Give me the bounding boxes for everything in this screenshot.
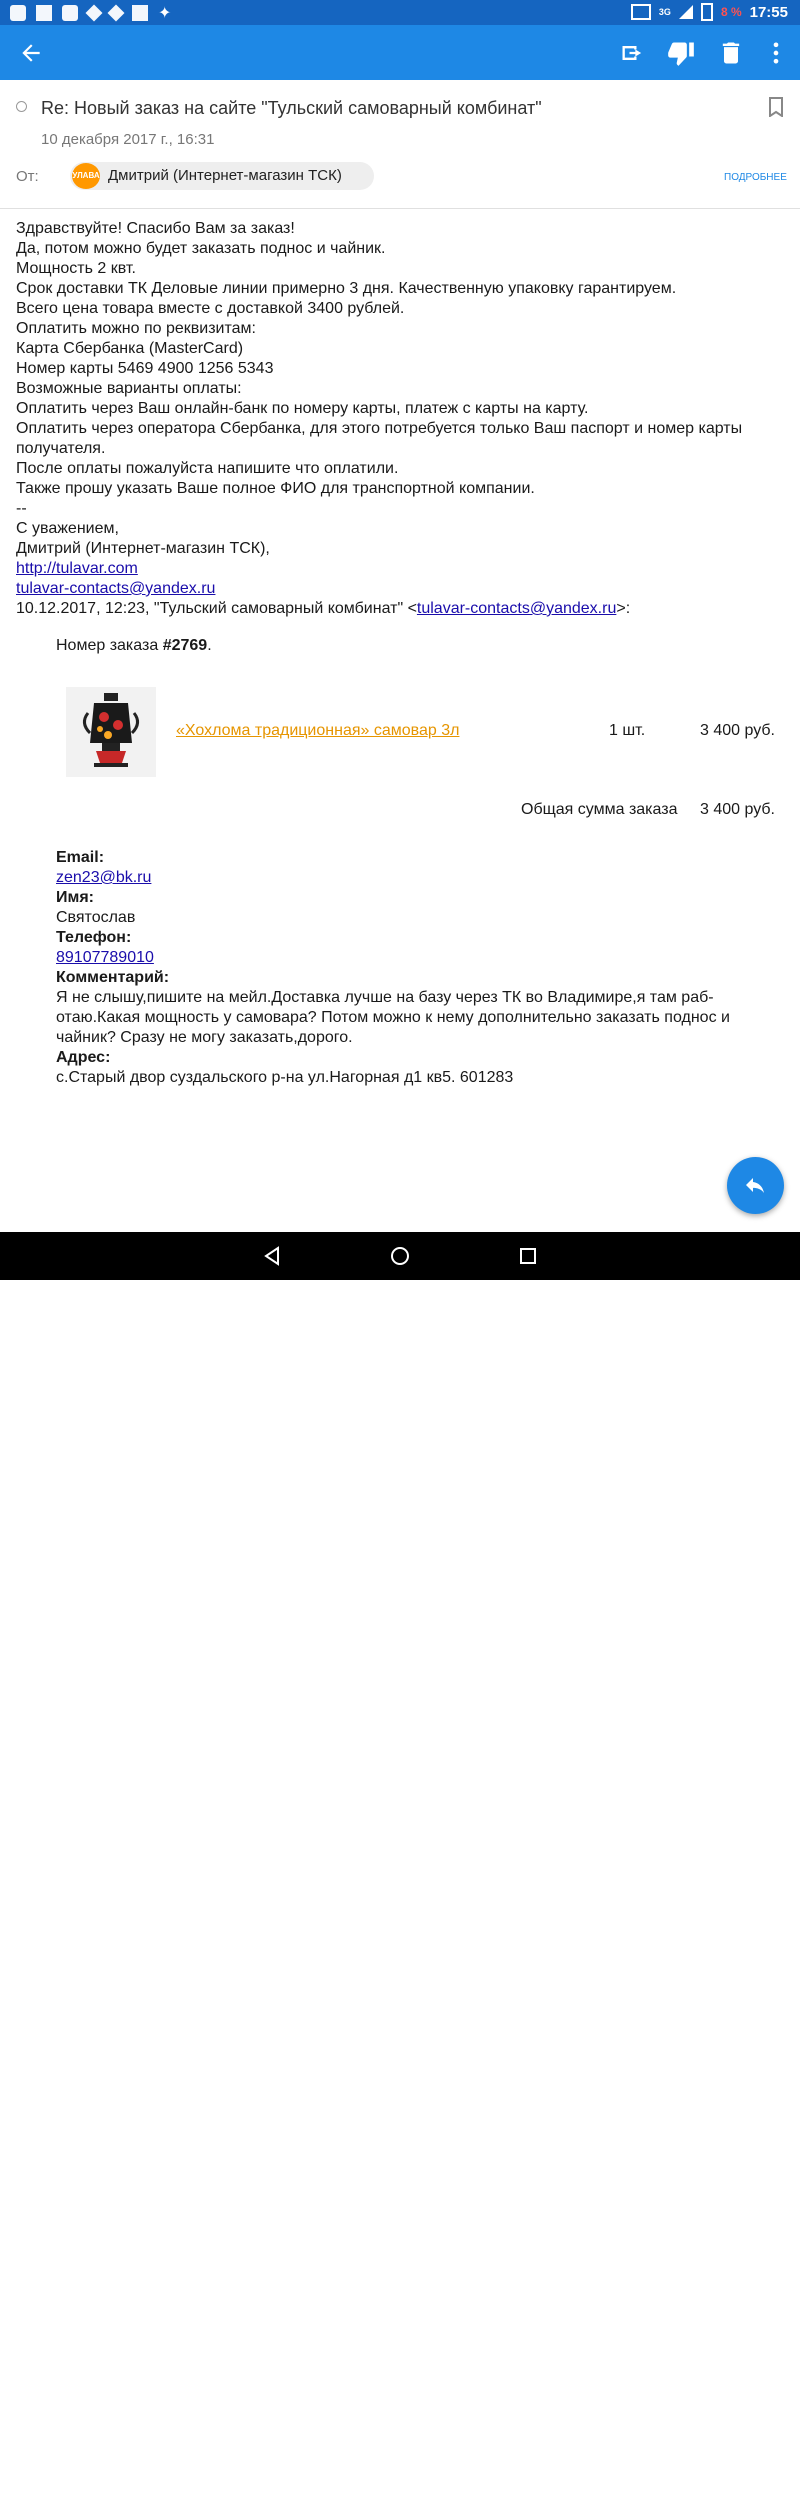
message-date: 10 декабря 2017 г., 16:31: [41, 131, 215, 148]
body-line: Карта Сбербанка (MasterCard): [16, 340, 244, 357]
reply-button[interactable]: [727, 1157, 784, 1214]
body-line: Дмитрий (Интернет-магазин ТСК),: [16, 540, 270, 557]
email-label: Email:: [56, 849, 105, 866]
square-icon: [132, 5, 148, 21]
site-link[interactable]: http://tulavar.com: [16, 560, 138, 577]
quote-email-link[interactable]: tulavar-contacts@yandex.ru: [416, 600, 617, 617]
cast-icon: [631, 4, 651, 20]
signal-icon: [679, 5, 693, 19]
pinwheel-icon: [108, 5, 125, 22]
recents-nav-icon[interactable]: [516, 1244, 540, 1268]
details-link[interactable]: ПОДРОБНЕЕ: [724, 172, 787, 183]
reply-icon: [743, 1173, 767, 1197]
body-line: Оплатить через Ваш онлайн-банк по номеру карты, платеж с карты на карту.: [16, 400, 589, 417]
phone-label: Телефон:: [56, 929, 132, 946]
body-line: Оплатить через оператора Сбербанка, для этого потребуется только Ваш паспорт и номер карты получателя.: [16, 420, 743, 457]
total-label: Общая сумма заказа: [521, 801, 678, 818]
home-nav-icon[interactable]: [388, 1244, 412, 1268]
status-time: 17:55: [749, 3, 788, 21]
comment-label: Комментарий:: [56, 969, 170, 986]
quote-suffix: >:: [616, 600, 631, 617]
pinwheel-icon: [86, 5, 103, 22]
body-line: После оплаты пожалуйста напишите что оплатили.: [16, 460, 399, 477]
network-type: 3G: [658, 7, 671, 17]
body-line: С уважением,: [16, 520, 119, 537]
order-dot: .: [207, 637, 212, 654]
body-line: Номер карты 5469 4900 1256 5343: [16, 360, 274, 377]
from-label: От:: [16, 168, 39, 185]
body-line: Оплатить можно по реквизитам:: [16, 320, 256, 337]
contact-email-link[interactable]: tulavar-contacts@yandex.ru: [16, 580, 216, 597]
order-number-line: [56, 637, 212, 655]
total-value: 3 400 руб.: [700, 801, 775, 818]
customer-info: [56, 848, 776, 1088]
mail-icon: [62, 5, 78, 21]
customer-phone-link[interactable]: 89107789010: [56, 949, 154, 966]
move-icon[interactable]: [619, 39, 647, 67]
product-image[interactable]: [66, 687, 156, 777]
body-line: Всего цена товара вместе с доставкой 3400 рублей.: [16, 300, 405, 317]
product-quantity: 1 шт.: [609, 722, 646, 739]
sender-avatar: УЛАВА: [72, 163, 100, 189]
status-bar: [0, 0, 800, 25]
back-nav-icon[interactable]: [260, 1244, 284, 1268]
battery-percent: 8 %: [720, 5, 742, 19]
order-label: Номер заказа: [56, 637, 163, 654]
more-icon[interactable]: [762, 39, 790, 67]
spam-icon[interactable]: [667, 39, 695, 67]
body-line: Срок доставки ТК Деловые линии примерно 3 дня. Качественную упаковку гарантируем.: [16, 280, 677, 297]
sparkle-icon: ✦: [158, 5, 172, 22]
quote-prefix: 10.12.2017, 12:23, "Тульский самоварный комбинат" <: [16, 600, 417, 617]
alert-icon: [10, 5, 26, 21]
unread-indicator[interactable]: [16, 101, 27, 112]
system-nav-bar: [0, 1232, 800, 2500]
message-subject: Re: Новый заказ на сайте "Тульский самоварный комбинат": [41, 98, 542, 118]
order-number: #2769: [162, 637, 208, 654]
samovar-icon: [66, 687, 156, 777]
customer-name: Святослав: [56, 909, 136, 926]
sender-chip[interactable]: [70, 162, 374, 190]
trash-icon[interactable]: [717, 39, 745, 67]
body-line: Также прошу указать Ваше полное ФИО для транспортной компании.: [16, 480, 535, 497]
message-header: [0, 80, 800, 209]
settings-icon: [36, 5, 52, 21]
body-line: --: [16, 500, 27, 517]
bookmark-icon[interactable]: [768, 97, 784, 117]
product-link[interactable]: «Хохлома традиционная» самовар 3л: [176, 722, 460, 739]
name-label: Имя:: [56, 889, 94, 906]
sender-name: Дмитрий (Интернет-магазин ТСК): [108, 167, 342, 184]
back-arrow-icon[interactable]: [18, 40, 44, 66]
body-line: Возможные варианты оплаты:: [16, 380, 242, 397]
address-label: Адрес:: [56, 1049, 111, 1066]
customer-email-link[interactable]: zen23@bk.ru: [56, 869, 152, 886]
quote-header: [16, 599, 791, 619]
message-body: [16, 219, 791, 619]
battery-icon: [701, 3, 713, 21]
app-bar: [0, 25, 800, 80]
screenshot-timestamp: 2017-12-22 17:55:40: [645, 2483, 785, 2500]
body-line: Да, потом можно будет заказать поднос и чайник.: [16, 240, 386, 257]
product-price: 3 400 руб.: [700, 722, 775, 739]
body-line: Здравствуйте! Спасибо Вам за заказ!: [16, 220, 295, 237]
customer-comment: Я не слышу,пишите на мейл.Доставка лучше на базу через ТК во Владимире,я там раб-отаю.Какая мощность у самовара? Потом можно к нему дополнительно заказать поднос и чайник? Сразу не могу заказать,дорого.: [56, 989, 730, 1046]
body-line: Мощность 2 квт.: [16, 260, 136, 277]
customer-address: с.Старый двор суздальского р-на ул.Нагорная д1 кв5. 601283: [56, 1069, 514, 1086]
